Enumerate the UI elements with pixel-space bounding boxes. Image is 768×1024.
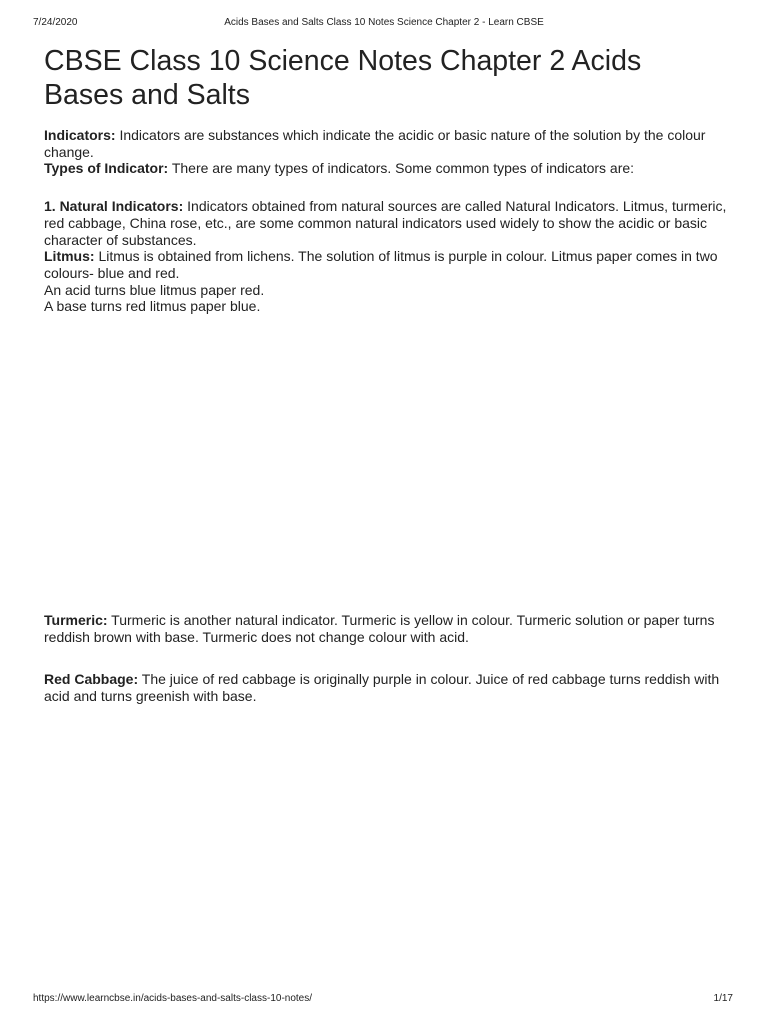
print-date: 7/24/2020 — [33, 17, 78, 28]
turmeric-label: Turmeric: — [44, 612, 108, 628]
turmeric-paragraph — [44, 612, 728, 645]
natural-indicators-text: Indicators obtained from natural sources are called Natural Indicators. Litmus, turmeric, red cabbage, China rose, etc., are some common natural indicators used widely to show the acidic or basic character of substances. — [44, 198, 727, 248]
indicators-text: Indicators are substances which indicate the acidic or basic nature of the solution by the colour change. — [44, 127, 706, 160]
red-cabbage-paragraph — [44, 671, 728, 704]
turmeric-text: Turmeric is another natural indicator. Turmeric is yellow in colour. Turmeric solution or paper turns reddish brown with base. Turmeric does not change colour with acid. — [44, 612, 715, 645]
natural-indicators-label: 1. Natural Indicators: — [44, 198, 184, 215]
page-number: 1/17 — [713, 993, 733, 1004]
litmus-paragraph — [44, 248, 728, 281]
natural-indicators-paragraph — [44, 198, 728, 248]
page-url: https://www.learncbse.in/acids-bases-and-salts-class-10-notes/ — [33, 993, 313, 1004]
red-cabbage-text: The juice of red cabbage is originally purple in colour. Juice of red cabbage turns reddish with acid and turns greenish with base. — [44, 671, 720, 704]
article-title: CBSE Class 10 Science Notes Chapter 2 Acids Bases and Salts — [44, 45, 642, 111]
indicators-label: Indicators: — [44, 127, 116, 143]
indicators-paragraph — [44, 127, 728, 160]
litmus-text: Litmus is obtained from lichens. The solution of litmus is purple in colour. Litmus paper comes in two colours- blue and red. — [44, 248, 718, 281]
print-header — [33, 17, 735, 31]
litmus-label: Litmus: — [44, 248, 95, 265]
types-label: Types of Indicator: — [44, 160, 169, 177]
article-content — [44, 44, 728, 704]
print-page-title: Acids Bases and Salts Class 10 Notes Science Chapter 2 - Learn CBSE — [224, 17, 544, 28]
print-footer — [33, 993, 735, 1007]
types-of-indicator-paragraph — [44, 160, 728, 177]
acid-litmus-line: An acid turns blue litmus paper red. — [44, 281, 265, 298]
types-text: There are many types of indicators. Some common types of indicators are: — [168, 160, 635, 177]
base-litmus-line: A base turns red litmus paper blue. — [44, 298, 261, 315]
red-cabbage-label: Red Cabbage: — [44, 671, 139, 687]
